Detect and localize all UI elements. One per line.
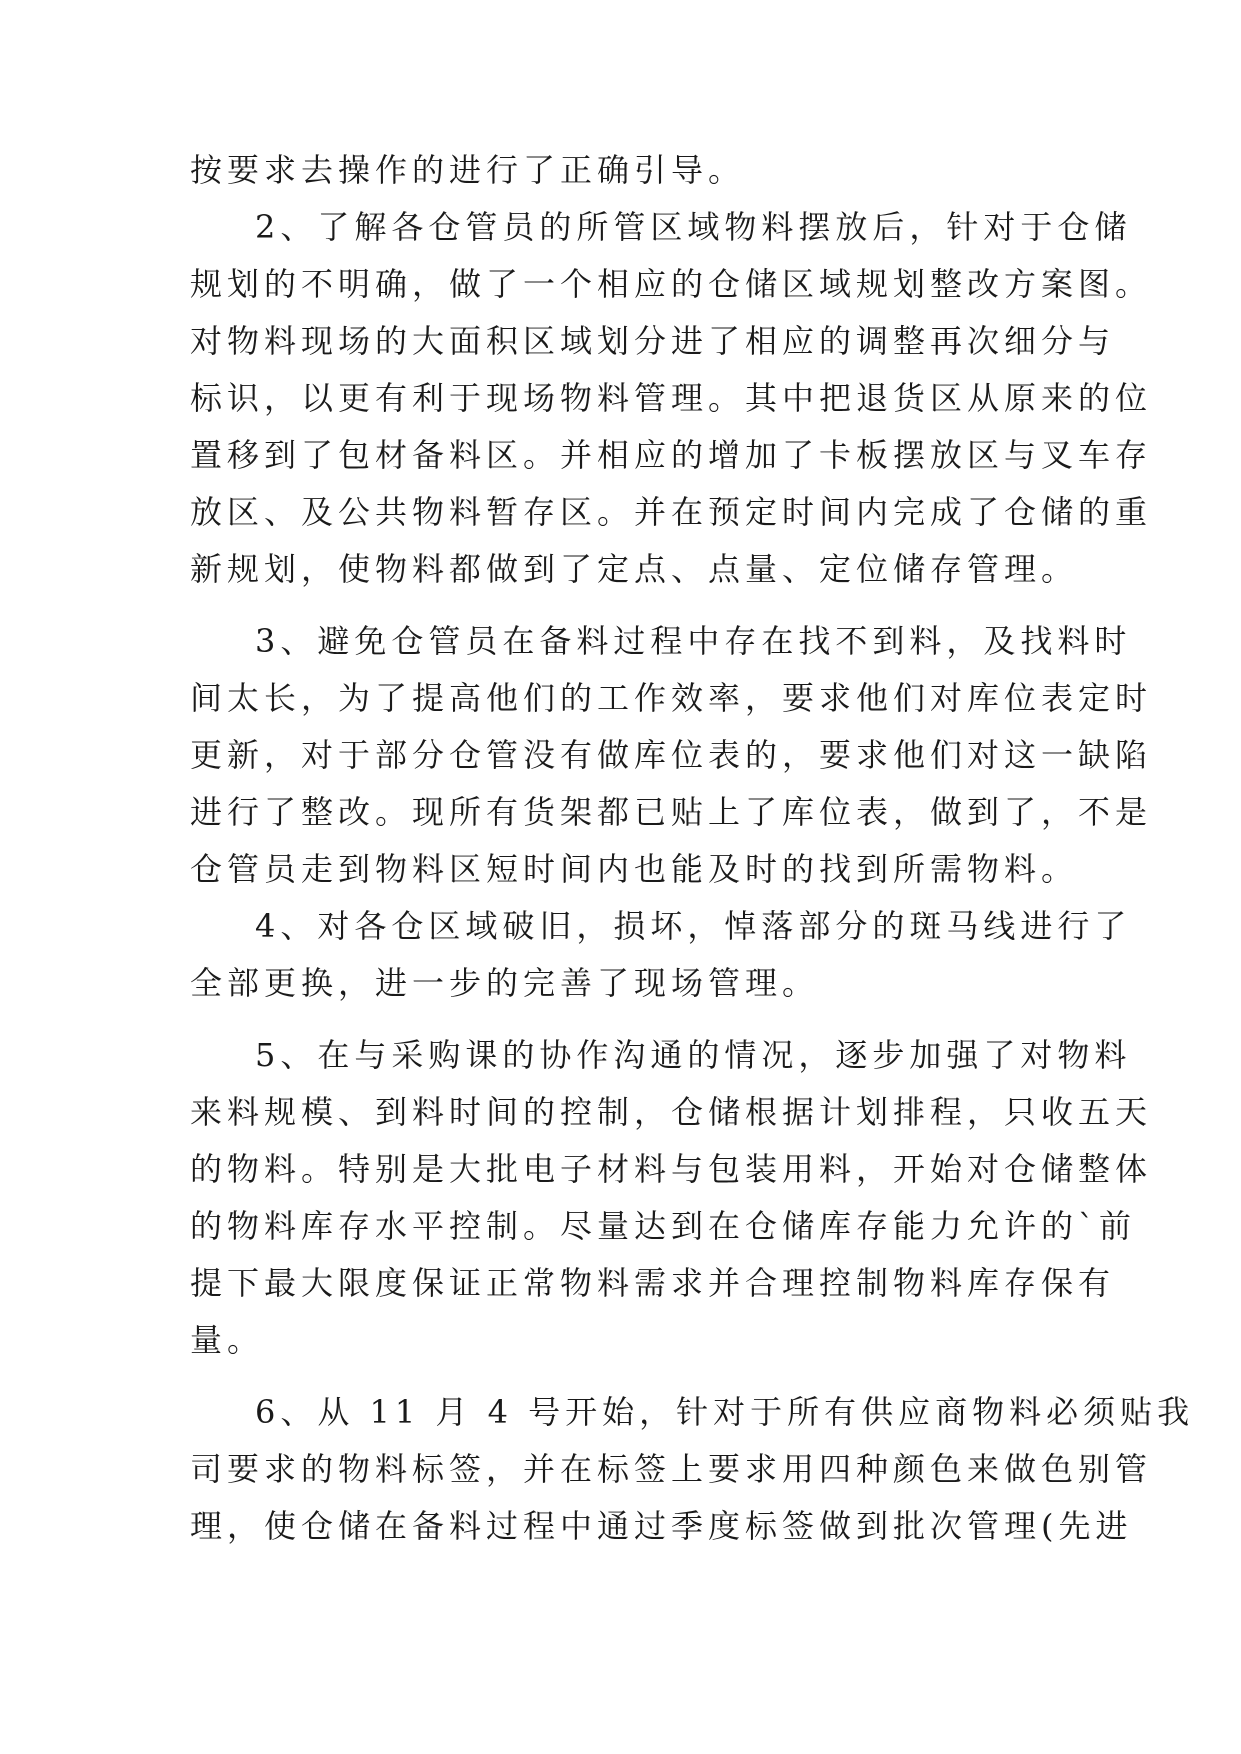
text-line: 来料规模、到料时间的控制，仓储根据计划排程，只收五天 (190, 1093, 1153, 1131)
text-line: 4、对各仓区域破旧，损坏，悼落部分的斑马线进行了 (255, 907, 1132, 945)
text-line: 5、在与采购课的协作沟通的情况，逐步加强了对物料 (255, 1036, 1132, 1074)
text-line: 间太长，为了提高他们的工作效率，要求他们对库位表定时 (190, 679, 1153, 717)
text-line: 标识，以更有利于现场物料管理。其中把退货区从原来的位 (190, 379, 1153, 417)
text-line: 的物料库存水平控制。尽量达到在仓储库存能力允许的`前 (190, 1207, 1137, 1245)
text-line: 全部更换，进一步的完善了现场管理。 (190, 964, 820, 1002)
text-line: 司要求的物料标签，并在标签上要求用四种颜色来做色别管 (190, 1450, 1153, 1488)
text-line: 的物料。特别是大批电子材料与包装用料，开始对仓储整体 (190, 1150, 1153, 1188)
text-line: 置移到了包材备料区。并相应的增加了卡板摆放区与叉车存 (190, 436, 1153, 474)
text-line: 6、从 11 月 4 号开始，针对于所有供应商物料必须贴我 (255, 1393, 1195, 1431)
text-line: 3、避免仓管员在备料过程中存在找不到料，及找料时 (255, 622, 1132, 660)
text-line: 仓管员走到物料区短时间内也能及时的找到所需物料。 (190, 850, 1079, 888)
text-line: 进行了整改。现所有货架都已贴上了库位表，做到了，不是 (190, 793, 1153, 831)
text-line: 按要求去操作的进行了正确引导。 (190, 151, 746, 189)
text-line: 放区、及公共物料暂存区。并在预定时间内完成了仓储的重 (190, 493, 1153, 531)
text-line: 更新，对于部分仓管没有做库位表的，要求他们对这一缺陷 (190, 736, 1153, 774)
text-line: 理，使仓储在备料过程中通过季度标签做到批次管理(先进 (190, 1507, 1133, 1545)
text-line: 量。 (190, 1321, 265, 1359)
text-line: 提下最大限度保证正常物料需求并合理控制物料库存保有 (190, 1264, 1116, 1302)
text-line: 规划的不明确，做了一个相应的仓储区域规划整改方案图。 (190, 265, 1153, 303)
text-line: 新规划，使物料都做到了定点、点量、定位储存管理。 (190, 550, 1079, 588)
text-line: 2、了解各仓管员的所管区域物料摆放后，针对于仓储 (255, 208, 1132, 246)
text-line: 对物料现场的大面积区域划分进了相应的调整再次细分与 (190, 322, 1116, 360)
